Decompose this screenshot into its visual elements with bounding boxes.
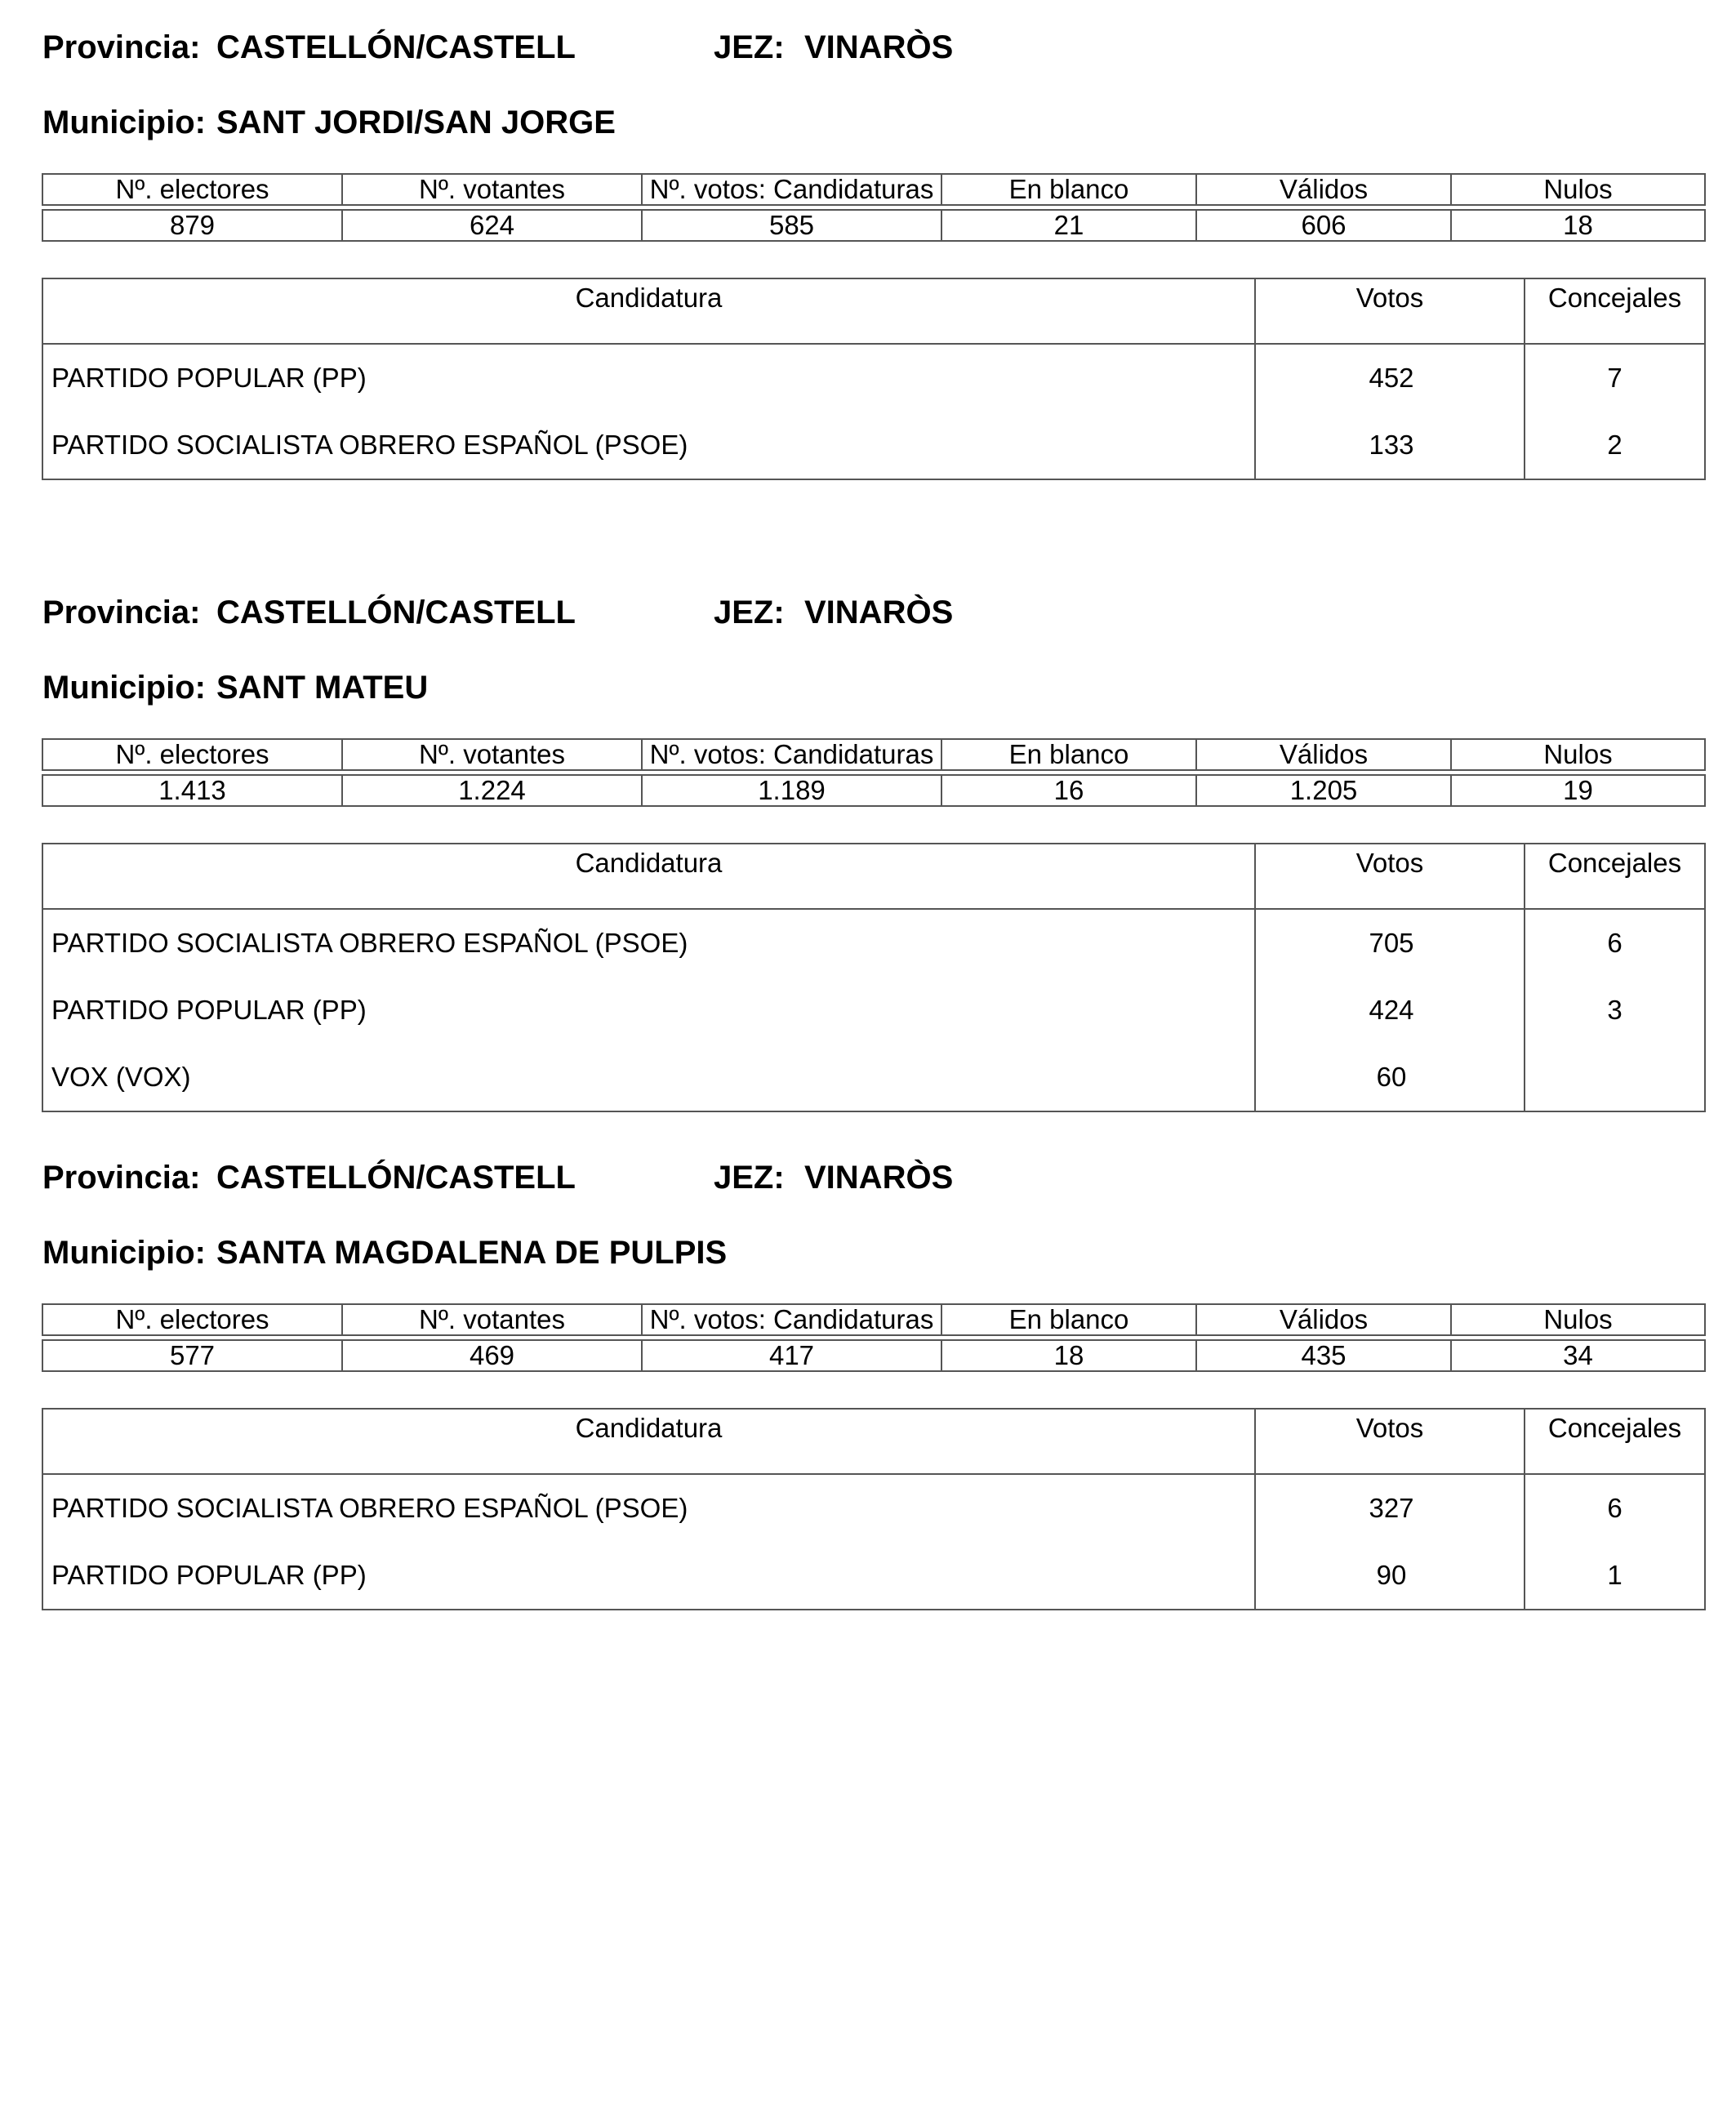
header-votos-candidaturas: Nº. votos: Candidaturas [642, 174, 941, 205]
header-concejales: Concejales [1525, 1409, 1705, 1474]
candidate-name: VOX (VOX) [42, 1044, 1255, 1111]
header-votos: Votos [1255, 1409, 1525, 1474]
summary-header-row [42, 174, 1705, 205]
value-votos-candidaturas: 1.189 [642, 775, 941, 806]
candidate-name: PARTIDO SOCIALISTA OBRERO ESPAÑOL (PSOE) [42, 1474, 1255, 1542]
header-votos-candidaturas: Nº. votos: Candidaturas [642, 739, 941, 770]
value-nulos: 18 [1451, 210, 1705, 241]
header-candidatura: Candidatura [42, 1409, 1255, 1474]
candidate-votes: 90 [1255, 1542, 1525, 1610]
header-votos: Votos [1255, 844, 1525, 909]
municipality-section [0, 565, 1736, 1129]
value-votantes: 469 [342, 1340, 642, 1371]
candidate-row [42, 412, 1705, 479]
jez-value: VINARÒS [804, 595, 954, 630]
header-electores: Nº. electores [42, 739, 342, 770]
candidate-row [42, 1474, 1705, 1542]
provincia-value: CASTELLÓN/CASTELL [216, 595, 576, 630]
candidates-header-row [42, 1409, 1705, 1474]
candidate-votes: 705 [1255, 909, 1525, 977]
value-validos: 606 [1196, 210, 1451, 241]
header-votantes: Nº. votantes [342, 1304, 642, 1335]
header-nulos: Nulos [1451, 739, 1705, 770]
provincia-label: Provincia: [42, 29, 201, 65]
value-electores: 1.413 [42, 775, 342, 806]
header-concejales: Concejales [1525, 278, 1705, 344]
value-votantes: 1.224 [342, 775, 642, 806]
summary-values-row [42, 210, 1705, 241]
value-votantes: 624 [342, 210, 642, 241]
provincia-label: Provincia: [42, 595, 201, 630]
candidates-header-row [42, 278, 1705, 344]
candidates-table [42, 843, 1706, 1112]
candidate-votes: 424 [1255, 977, 1525, 1044]
header-candidatura: Candidatura [42, 278, 1255, 344]
header-electores: Nº. electores [42, 1304, 342, 1335]
value-nulos: 19 [1451, 775, 1705, 806]
header-nulos: Nulos [1451, 174, 1705, 205]
value-en-blanco: 21 [941, 210, 1196, 241]
header-votos: Votos [1255, 278, 1525, 344]
candidate-row [42, 1044, 1705, 1111]
candidate-seats: 6 [1525, 909, 1705, 977]
jez-value: VINARÒS [804, 29, 954, 65]
summary-header-row [42, 739, 1705, 770]
header-en-blanco: En blanco [941, 739, 1196, 770]
summary-table [42, 738, 1706, 807]
municipio-label: Municipio: [42, 670, 206, 706]
header-votantes: Nº. votantes [342, 739, 642, 770]
candidate-votes: 60 [1255, 1044, 1525, 1111]
municipio-value: SANT JORDI/SAN JORGE [216, 105, 616, 140]
candidate-name: PARTIDO SOCIALISTA OBRERO ESPAÑOL (PSOE) [42, 412, 1255, 479]
value-validos: 1.205 [1196, 775, 1451, 806]
header-votantes: Nº. votantes [342, 174, 642, 205]
header-en-blanco: En blanco [941, 174, 1196, 205]
header-concejales: Concejales [1525, 844, 1705, 909]
municipio-label: Municipio: [42, 105, 206, 140]
candidate-name: PARTIDO POPULAR (PP) [42, 344, 1255, 412]
municipality-section [0, 1130, 1736, 1694]
jez-label: JEZ: [714, 29, 785, 65]
candidate-row [42, 977, 1705, 1044]
candidate-seats: 7 [1525, 344, 1705, 412]
summary-values-row [42, 1340, 1705, 1371]
candidate-name: PARTIDO POPULAR (PP) [42, 1542, 1255, 1610]
value-en-blanco: 18 [941, 1340, 1196, 1371]
value-electores: 879 [42, 210, 342, 241]
header-validos: Válidos [1196, 739, 1451, 770]
value-electores: 577 [42, 1340, 342, 1371]
summary-table [42, 1303, 1706, 1372]
header-nulos: Nulos [1451, 1304, 1705, 1335]
header-electores: Nº. electores [42, 174, 342, 205]
header-validos: Válidos [1196, 174, 1451, 205]
provincia-label: Provincia: [42, 1160, 201, 1196]
candidate-seats: 3 [1525, 977, 1705, 1044]
jez-label: JEZ: [714, 1160, 785, 1196]
header-en-blanco: En blanco [941, 1304, 1196, 1335]
candidates-table [42, 278, 1706, 480]
header-votos-candidaturas: Nº. votos: Candidaturas [642, 1304, 941, 1335]
summary-header-row [42, 1304, 1705, 1335]
municipio-label: Municipio: [42, 1235, 206, 1271]
candidate-votes: 133 [1255, 412, 1525, 479]
municipality-section [0, 0, 1736, 563]
value-nulos: 34 [1451, 1340, 1705, 1371]
candidate-votes: 452 [1255, 344, 1525, 412]
provincia-value: CASTELLÓN/CASTELL [216, 29, 576, 65]
summary-table [42, 173, 1706, 242]
summary-values-row [42, 775, 1705, 806]
candidate-votes: 327 [1255, 1474, 1525, 1542]
value-votos-candidaturas: 585 [642, 210, 941, 241]
candidate-seats: 1 [1525, 1542, 1705, 1610]
header-candidatura: Candidatura [42, 844, 1255, 909]
candidates-header-row [42, 844, 1705, 909]
candidate-seats: 2 [1525, 412, 1705, 479]
candidate-row [42, 1542, 1705, 1610]
municipio-value: SANT MATEU [216, 670, 429, 706]
candidate-name: PARTIDO SOCIALISTA OBRERO ESPAÑOL (PSOE) [42, 909, 1255, 977]
candidates-table [42, 1408, 1706, 1610]
candidate-seats [1525, 1044, 1705, 1111]
jez-value: VINARÒS [804, 1160, 954, 1196]
municipio-value: SANTA MAGDALENA DE PULPIS [216, 1235, 728, 1271]
value-votos-candidaturas: 417 [642, 1340, 941, 1371]
header-validos: Válidos [1196, 1304, 1451, 1335]
value-en-blanco: 16 [941, 775, 1196, 806]
candidate-name: PARTIDO POPULAR (PP) [42, 977, 1255, 1044]
candidate-row [42, 344, 1705, 412]
candidate-seats: 6 [1525, 1474, 1705, 1542]
provincia-value: CASTELLÓN/CASTELL [216, 1160, 576, 1196]
jez-label: JEZ: [714, 595, 785, 630]
candidate-row [42, 909, 1705, 977]
value-validos: 435 [1196, 1340, 1451, 1371]
